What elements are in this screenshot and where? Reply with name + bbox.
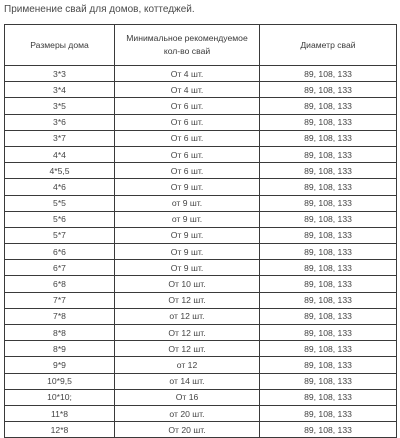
min-piles-cell: От 6 шт. xyxy=(115,146,260,162)
header-min-piles: Минимальное рекомендуемое кол-во свай xyxy=(115,25,260,66)
min-piles-cell: от 20 шт. xyxy=(115,405,260,421)
pile-diameter-cell: 89, 108, 133 xyxy=(260,308,397,324)
table-row xyxy=(5,357,397,373)
pile-diameter-cell: 89, 108, 133 xyxy=(260,357,397,373)
min-piles-cell: От 4 шт. xyxy=(115,82,260,98)
min-piles-cell: От 6 шт. xyxy=(115,130,260,146)
min-piles-cell: От 9 шт. xyxy=(115,227,260,243)
house-size-cell: 3*4 xyxy=(5,82,115,98)
table-row xyxy=(5,163,397,179)
house-size-cell: 3*5 xyxy=(5,98,115,114)
header-pile-diameter: Диаметр свай xyxy=(260,25,397,66)
pile-diameter-cell: 89, 108, 133 xyxy=(260,422,397,438)
pile-diameter-cell: 89, 108, 133 xyxy=(260,389,397,405)
table-row xyxy=(5,422,397,438)
min-piles-cell: От 6 шт. xyxy=(115,98,260,114)
pile-diameter-cell: 89, 108, 133 xyxy=(260,211,397,227)
table-row xyxy=(5,244,397,260)
piles-table xyxy=(4,24,397,438)
min-piles-cell: От 9 шт. xyxy=(115,179,260,195)
min-piles-cell: от 12 шт. xyxy=(115,308,260,324)
table-row xyxy=(5,308,397,324)
min-piles-cell: От 6 шт. xyxy=(115,114,260,130)
pile-diameter-cell: 89, 108, 133 xyxy=(260,341,397,357)
pile-diameter-cell: 89, 108, 133 xyxy=(260,276,397,292)
min-piles-cell: От 12 шт. xyxy=(115,325,260,341)
house-size-cell: 7*7 xyxy=(5,292,115,308)
pile-diameter-cell: 89, 108, 133 xyxy=(260,163,397,179)
pile-diameter-cell: 89, 108, 133 xyxy=(260,66,397,82)
table-row xyxy=(5,405,397,421)
table-row xyxy=(5,341,397,357)
pile-diameter-cell: 89, 108, 133 xyxy=(260,114,397,130)
house-size-cell: 6*8 xyxy=(5,276,115,292)
pile-diameter-cell: 89, 108, 133 xyxy=(260,130,397,146)
min-piles-cell: От 16 xyxy=(115,389,260,405)
min-piles-cell: От 10 шт. xyxy=(115,276,260,292)
table-row xyxy=(5,373,397,389)
table-row xyxy=(5,276,397,292)
pile-diameter-cell: 89, 108, 133 xyxy=(260,146,397,162)
min-piles-cell: От 4 шт. xyxy=(115,66,260,82)
pile-diameter-cell: 89, 108, 133 xyxy=(260,195,397,211)
min-piles-cell: от 9 шт. xyxy=(115,211,260,227)
table-row xyxy=(5,82,397,98)
min-piles-cell: От 9 шт. xyxy=(115,244,260,260)
min-piles-cell: От 12 шт. xyxy=(115,292,260,308)
min-piles-cell: От 12 шт. xyxy=(115,341,260,357)
min-piles-cell: От 20 шт. xyxy=(115,422,260,438)
page-title: Применение свай для домов, коттеджей. xyxy=(4,4,195,15)
table-row xyxy=(5,66,397,82)
pile-diameter-cell: 89, 108, 133 xyxy=(260,82,397,98)
header-house-size: Размеры дома xyxy=(5,25,115,66)
min-piles-cell: от 9 шт. xyxy=(115,195,260,211)
min-piles-cell: от 14 шт. xyxy=(115,373,260,389)
house-size-cell: 10*9,5 xyxy=(5,373,115,389)
house-size-cell: 8*8 xyxy=(5,325,115,341)
house-size-cell: 5*5 xyxy=(5,195,115,211)
table-row xyxy=(5,179,397,195)
table-row xyxy=(5,146,397,162)
table-row xyxy=(5,292,397,308)
table-row xyxy=(5,98,397,114)
house-size-cell: 3*7 xyxy=(5,130,115,146)
pile-diameter-cell: 89, 108, 133 xyxy=(260,405,397,421)
table-row xyxy=(5,325,397,341)
house-size-cell: 5*7 xyxy=(5,227,115,243)
min-piles-cell: От 6 шт. xyxy=(115,163,260,179)
house-size-cell: 5*6 xyxy=(5,211,115,227)
pile-diameter-cell: 89, 108, 133 xyxy=(260,260,397,276)
pile-diameter-cell: 89, 108, 133 xyxy=(260,179,397,195)
pile-diameter-cell: 89, 108, 133 xyxy=(260,98,397,114)
pile-diameter-cell: 89, 108, 133 xyxy=(260,373,397,389)
house-size-cell: 12*8 xyxy=(5,422,115,438)
house-size-cell: 4*4 xyxy=(5,146,115,162)
pile-diameter-cell: 89, 108, 133 xyxy=(260,325,397,341)
table-row xyxy=(5,389,397,405)
table-row xyxy=(5,227,397,243)
pile-diameter-cell: 89, 108, 133 xyxy=(260,227,397,243)
table-row xyxy=(5,260,397,276)
house-size-cell: 4*6 xyxy=(5,179,115,195)
house-size-cell: 6*6 xyxy=(5,244,115,260)
house-size-cell: 6*7 xyxy=(5,260,115,276)
house-size-cell: 4*5,5 xyxy=(5,163,115,179)
table-header-row xyxy=(5,25,397,66)
house-size-cell: 7*8 xyxy=(5,308,115,324)
house-size-cell: 11*8 xyxy=(5,405,115,421)
house-size-cell: 10*10; xyxy=(5,389,115,405)
table-row xyxy=(5,211,397,227)
house-size-cell: 3*6 xyxy=(5,114,115,130)
table-row xyxy=(5,114,397,130)
table-row xyxy=(5,195,397,211)
min-piles-cell: От 9 шт. xyxy=(115,260,260,276)
table-row xyxy=(5,130,397,146)
house-size-cell: 8*9 xyxy=(5,341,115,357)
pile-diameter-cell: 89, 108, 133 xyxy=(260,244,397,260)
house-size-cell: 3*3 xyxy=(5,66,115,82)
pile-diameter-cell: 89, 108, 133 xyxy=(260,292,397,308)
house-size-cell: 9*9 xyxy=(5,357,115,373)
min-piles-cell: от 12 xyxy=(115,357,260,373)
table-body xyxy=(5,66,397,438)
